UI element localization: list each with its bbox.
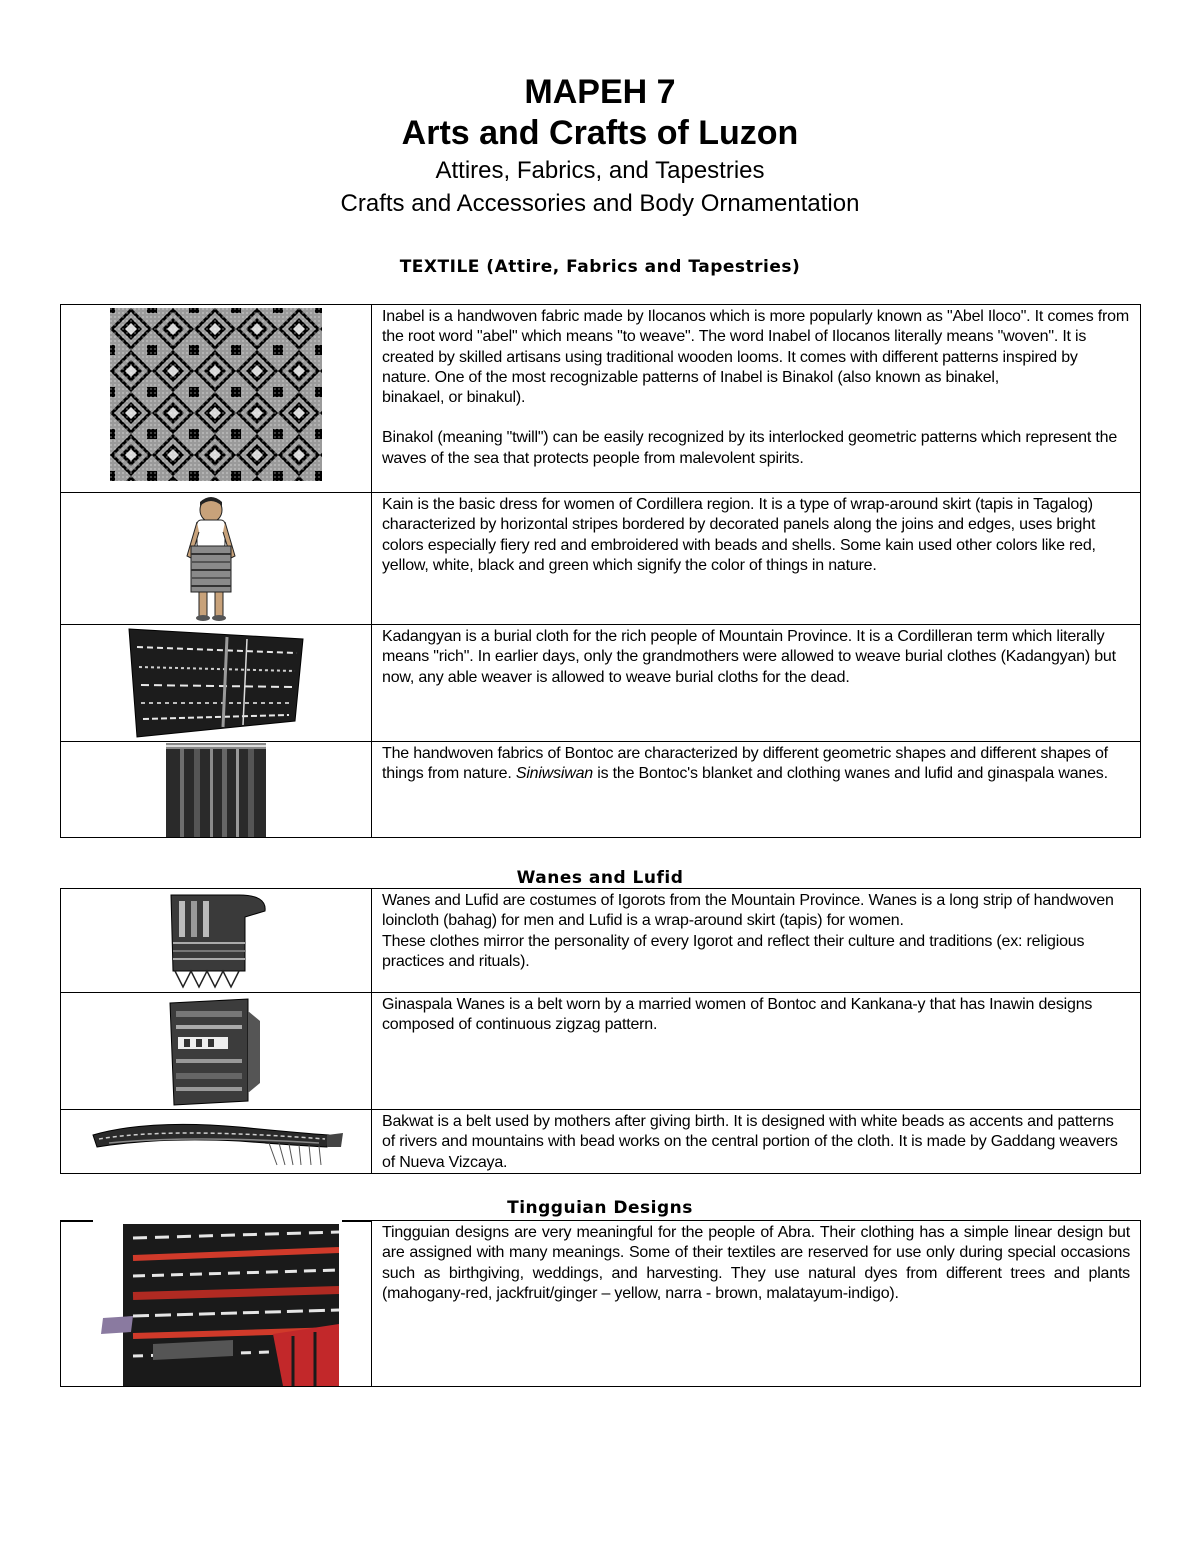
bontoc-description: The handwoven fabrics of Bontoc are characterized by different geometric shapes and different shapes of things from nature. Siniwsiwan is the Bontoc's blanket and clothing wanes and lufid and ginaspala wanes. <box>382 745 1108 783</box>
table-row-inabel <box>61 305 1141 493</box>
description-cell <box>372 1221 1141 1387</box>
image-cell <box>61 625 372 742</box>
binakol-description: Binakol (meaning "twill") can be easily recognized by its interlocked geometric patterns which represent the waves of the sea that protects people from malevolent spirits. <box>382 429 1118 467</box>
tingguian-textile-image <box>93 1224 339 1386</box>
image-cell <box>61 305 372 493</box>
ginaspala-wanes-image <box>166 997 264 1107</box>
kadangyan-cloth-image <box>127 627 307 739</box>
inabel-fabric-image <box>110 308 322 481</box>
description-cell <box>372 493 1141 625</box>
page-subtitle: Arts and Crafts of Luzon <box>401 114 799 152</box>
tingguian-table <box>60 1220 1141 1387</box>
wanes-table <box>60 888 1141 1174</box>
image-cell <box>61 1221 372 1387</box>
kain-description: Kain is the basic dress for women of Cordillera region. It is a type of wrap-around skirt (tapis in Tagalog) characterized by horizontal stripes bordered by decorated panels along the joins and edges, uses bright colors especially fiery red and embroidered with beads and shells. Some kain used other colors like red, yellow, white, black and green which signify the color of things in nature. <box>382 496 1096 574</box>
textile-table <box>60 304 1141 838</box>
table-row-tingguian <box>61 1221 1141 1387</box>
table-row-kadangyan <box>61 625 1141 742</box>
page-header <box>0 72 1200 220</box>
image-cell <box>61 493 372 625</box>
bakwat-description: Bakwat is a belt used by mothers after giving birth. It is designed with white beads as accents and patterns of rivers and mountains with bead works on the central portion of the cloth. It is made by Gaddang weavers of Nueva Vizcaya. <box>382 1113 1118 1171</box>
ginaspala-description: Ginaspala Wanes is a belt worn by a married women of Bontoc and Kankana-y that has Inawin designs composed of continuous zigzag pattern. <box>382 996 1093 1034</box>
description-cell <box>372 1110 1141 1174</box>
table-row-bakwat <box>61 1110 1141 1174</box>
topic-line-1: Attires, Fabrics, and Tapestries <box>435 157 765 184</box>
description-cell <box>372 742 1141 838</box>
image-cell <box>61 993 372 1110</box>
siniwsiwan-term: Siniwsiwan <box>515 765 594 783</box>
bontoc-fabric-image <box>166 743 266 837</box>
top-border-fragment-left <box>60 1220 93 1222</box>
section-title-tingguian: Tingguian Designs <box>507 1198 693 1218</box>
table-row-kain <box>61 493 1141 625</box>
description-cell <box>372 993 1141 1110</box>
topic-line-2: Crafts and Accessories and Body Ornamentation <box>340 190 860 217</box>
description-cell <box>372 625 1141 742</box>
image-cell <box>61 889 372 993</box>
top-border-fragment-right <box>342 1220 371 1222</box>
inabel-description-cont: binakael, or binakul). <box>382 389 526 407</box>
kain-woman-image <box>171 496 251 622</box>
table-row-wanes-lufid <box>61 889 1141 993</box>
image-cell <box>61 1110 372 1174</box>
description-cell <box>372 305 1141 493</box>
inabel-description: Inabel is a handwoven fabric made by Ilocanos which is more popularly known as "Abel Iloco". It comes from the root word "abel" which means "to weave". The word Inabel of Ilocanos literally means "woven". It is created by skilled artisans using traditional wooden looms. It comes with different patterns inspired by nature. One of the most recognizable patterns of Inabel is Binakol (also known as binakel, <box>382 308 1129 386</box>
table-row-bontoc <box>61 742 1141 838</box>
table-row-ginaspala <box>61 993 1141 1110</box>
wanes-lufid-description: Wanes and Lufid are costumes of Igorots from the Mountain Province. Wanes is a long strip of handwoven loincloth (bahag) for men and Lufid is a wrap-around skirt (tapis) for women. <box>382 892 1114 930</box>
wanes-lufid-image <box>159 891 271 993</box>
section-title-wanes-lufid: Wanes and Lufid <box>516 868 684 888</box>
image-cell <box>61 742 372 838</box>
kadangyan-description: Kadangyan is a burial cloth for the rich people of Mountain Province. It is a Cordilleran term which literally means "rich". In earlier days, only the grandmothers were allowed to weave burial clothes (Kadangyan) but now, any able weaver is allowed to weave burial cloths for the dead. <box>382 628 1116 686</box>
bakwat-belt-image <box>89 1113 345 1171</box>
tingguian-description: Tingguian designs are very meaningful for the people of Abra. Their clothing has a simple linear design but are assigned with many meanings. Some of their textiles are reserved for use only during special occasions such as birthgiving, weddings, and harvesting. They use natural dyes from different trees and plants (mahogany-red, jackfruit/ginger – yellow, narra - brown, malatayum-indigo). <box>382 1224 1130 1302</box>
page-title: MAPEH 7 <box>524 73 676 111</box>
section-title-textile: TEXTILE (Attire, Fabrics and Tapestries) <box>399 257 801 277</box>
wanes-lufid-description-cont: These clothes mirror the personality of every Igorot and reflect their culture and traditions (ex: religious practices and rituals). <box>382 932 1085 970</box>
description-cell <box>372 889 1141 993</box>
